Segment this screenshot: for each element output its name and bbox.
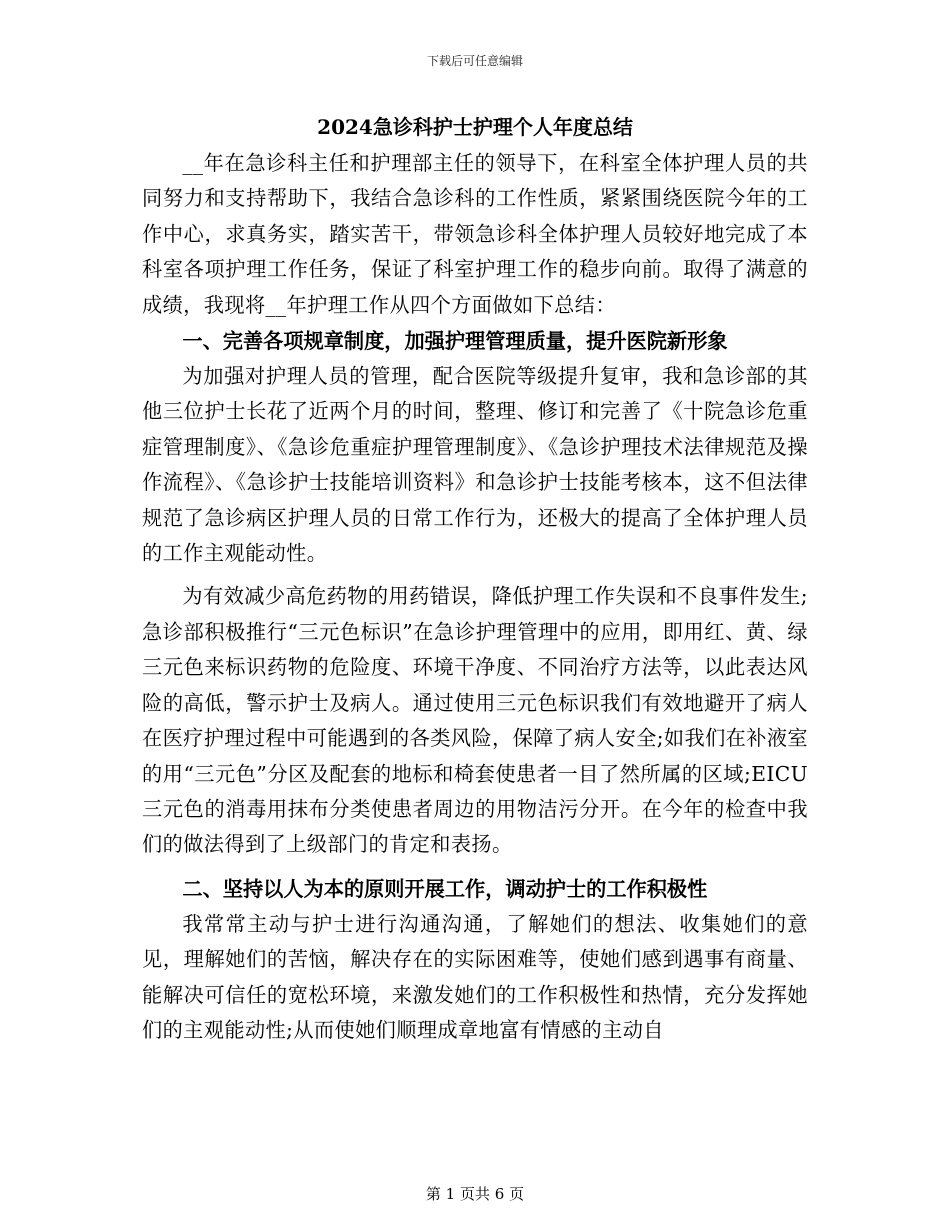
page-footer: 第 1 页共 6 页 [425, 1185, 525, 1203]
section-2-paragraph-1: 我常常主动与护士进行沟通沟通，了解她们的想法、收集她们的意见，理解她们的苦恼，解决存在的实际困难等，使她们感到遇事有商量、能解决可信任的宽松环境，来激发她们的工作积极性和热情，充分发挥她们的主观能动性;从而使她们顺理成章地富有情感的主动自 [142, 911, 808, 1042]
page-header-note: 下载后可任意编辑 [426, 54, 523, 68]
document-body [142, 108, 808, 1048]
paragraph-gap [142, 571, 808, 579]
section-1-paragraph-1: 为加强对护理人员的管理，配合医院等级提升复审，我和急诊部的其他三位护士长花了近两个月的时间，整理、修订和完善了《十院急诊危重症管理制度》、《急诊危重症护理管理制度》、《急诊护理技术法律规范及操作流程》、《急诊护士技能培训资料》和急诊护士技能考核本，这不但法律规范了急诊病区护理人员的日常工作行为，还极大的提高了全体护理人员的工作主观能动性。 [142, 364, 808, 566]
paragraph-gap [142, 863, 808, 871]
section-heading-2: 二、坚持以人为本的原则开展工作，调动护士的工作积极性 [182, 876, 708, 901]
section-1-paragraph-2: 为有效减少高危药物的用药错误，降低护理工作失误和不良事件发生;急诊部积极推行“三元色标识”在急诊护理管理中的应用，即用红、黄、绿三元色来标识药物的危险度、环境干净度、不同治疗方法等，以此表达风险的高低，警示护士及病人。通过使用三元色标识我们有效地避开了病人在医疗护理过程中可能遇到的各类风险，保障了病人安全;如我们在补液室的用“三元色”分区及配套的地标和椅套使患者一目了然所属的区域;EICU三元色的消毒用抹布分类使患者周边的用物洁污分开。在今年的检查中我们的做法得到了上级部门的肯定和表扬。 [142, 584, 809, 857]
intro-paragraph: __年在急诊科主任和护理部主任的领导下，在科室全体护理人员的共同努力和支持帮助下，我结合急诊科的工作性质，紧紧围绕医院今年的工作中心，求真务实，踏实苦干，带领急诊科全体护理人员较好地完成了本科室各项护理工作任务，保证了科室护理工作的稳步向前。取得了满意的成绩，我现将__年护理工作从四个方面做如下总结： [142, 151, 808, 317]
section-heading-1: 一、完善各项规章制度，加强护理管理质量，提升医院新形象 [182, 329, 728, 354]
document-title: 2024急诊科护士护理个人年度总结 [317, 115, 633, 139]
